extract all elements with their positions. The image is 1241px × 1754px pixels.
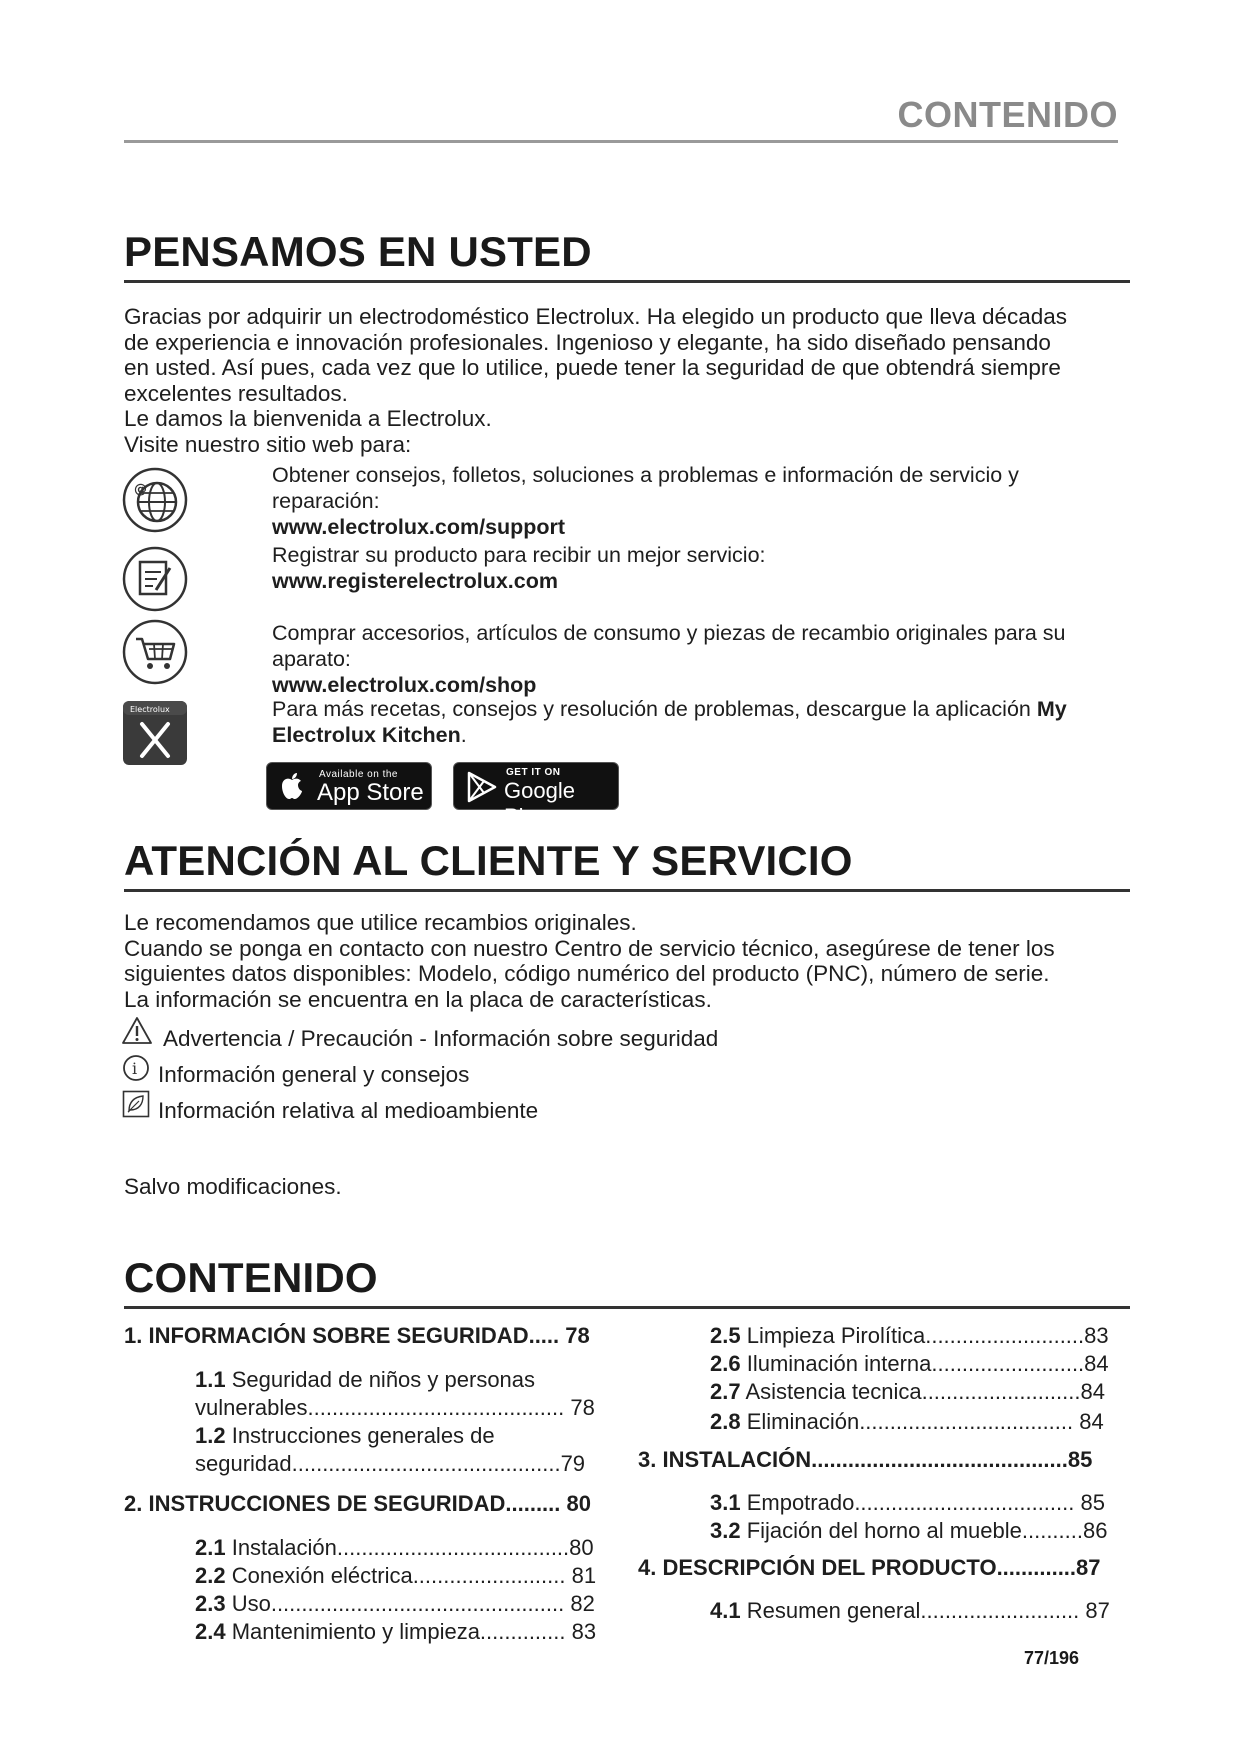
intro-line: Gracias por adquirir un electrodoméstico Electrolux. Ha elegido un producto que lleva décadas — [124, 304, 1068, 329]
toc-chapter-4[interactable]: 4. DESCRIPCIÓN DEL PRODUCTO.............87 — [638, 1555, 1101, 1580]
shop-block — [272, 620, 1132, 698]
legend-environment: Información relativa al medioambiente — [158, 1098, 539, 1123]
globe-icon — [122, 467, 188, 533]
intro-line: Le damos la bienvenida a Electrolux. — [124, 406, 492, 431]
toc-entry-2-5[interactable]: 2.5 Limpieza Pirolítica..........................83 — [710, 1323, 1109, 1348]
app-store-big-text: App Store — [317, 779, 424, 806]
register-text: Registrar su producto para recibir un mejor servicio: — [272, 543, 766, 567]
intro-line: de experiencia e innovación profesionales. Ingenioso y elegante, ha sido diseñado pensando — [124, 329, 1051, 355]
toc-entry-2-3[interactable]: 2.3 Uso................................................ 82 — [195, 1591, 595, 1616]
support-text: reparación: — [272, 489, 380, 513]
legend-info: Información general y consejos — [158, 1062, 470, 1087]
app-store-small-text: Available on the — [319, 769, 398, 780]
app-text-line1: Para más recetas, consejos y resolución de problemas, descargue la aplicación My — [272, 697, 1067, 721]
running-header: CONTENIDO — [897, 94, 1118, 135]
intro-line: excelentes resultados. — [124, 380, 348, 406]
google-play-small-text: GET IT ON — [506, 767, 561, 778]
service-line: Cuando se ponga en contacto con nuestro Centro de servicio técnico, asegúrese de tener los — [124, 935, 1055, 961]
toc-entry-2-4[interactable]: 2.4 Mantenimiento y limpieza.............. 83 — [195, 1619, 597, 1644]
google-play-big-text: Google Play — [504, 778, 575, 829]
intro-line: en usted. Así pues, cada vez que lo utilice, puede tener la seguridad de que obtendrá siempre — [124, 355, 1061, 380]
toc-entry-1-2-line1[interactable]: 1.2 Instrucciones generales de — [195, 1423, 495, 1448]
toc-entry-2-8[interactable]: 2.8 Eliminación................................... 84 — [710, 1409, 1104, 1434]
toc-chapter-1[interactable]: 1. INFORMACIÓN SOBRE SEGURIDAD..... 78 — [124, 1323, 590, 1348]
toc-entry-2-1[interactable]: 2.1 Instalación......................................80 — [195, 1535, 594, 1560]
toc-entry-2-7[interactable]: 2.7 Asistencia tecnica..........................84 — [710, 1379, 1105, 1404]
support-link[interactable]: www.electrolux.com/support — [272, 515, 566, 539]
toc-title: CONTENIDO — [124, 1254, 1130, 1309]
support-text: Obtener consejos, folletos, soluciones a problemas e información de servicio y — [272, 463, 1019, 487]
toc-entry-3-1[interactable]: 3.1 Empotrado.................................... 85 — [710, 1490, 1105, 1515]
intro-paragraph — [124, 304, 1124, 457]
toc-chapter-3[interactable]: 3. INSTALACIÓN..........................................85 — [638, 1447, 1093, 1472]
toc-entry-1-1-line2[interactable]: vulnerables.......................................... 78 — [195, 1395, 595, 1420]
warning-icon — [122, 1016, 152, 1046]
section-title-atencion: ATENCIÓN AL CLIENTE Y SERVICIO — [124, 837, 1130, 892]
shop-text: Comprar accesorios, artículos de consumo y piezas de recambio originales para su — [272, 621, 1066, 645]
toc-entry-1-1-line1[interactable]: 1.1 Seguridad de niños y personas — [195, 1367, 536, 1392]
svg-text:i: i — [132, 1059, 138, 1078]
shop-link[interactable]: www.electrolux.com/shop — [272, 673, 537, 697]
electrolux-kitchen-app-icon — [122, 700, 188, 766]
apple-icon — [279, 771, 305, 801]
info-icon — [122, 1054, 150, 1082]
shop-text: aparato: — [272, 647, 351, 671]
toc-chapter-2[interactable]: 2. INSTRUCCIONES DE SEGURIDAD......... 80 — [124, 1491, 591, 1516]
section-title-pensamos: PENSAMOS EN USTED — [124, 228, 1130, 283]
toc-entry-3-2[interactable]: 3.2 Fijación del horno al mueble..........86 — [710, 1518, 1108, 1543]
toc-entry-2-6[interactable]: 2.6 Iluminación interna.........................84 — [710, 1351, 1109, 1376]
register-block — [272, 542, 1132, 594]
support-block — [272, 462, 1132, 540]
svg-text:@: @ — [134, 482, 147, 497]
modification-note: Salvo modificaciones. — [124, 1174, 342, 1199]
service-line: La información se encuentra en la placa de características. — [124, 986, 712, 1012]
app-icon-label: Electrolux — [130, 705, 170, 714]
register-form-icon — [122, 546, 188, 612]
toc-entry-2-2[interactable]: 2.2 Conexión eléctrica......................... 81 — [195, 1563, 597, 1588]
service-paragraph — [124, 910, 1124, 1012]
legend-warning: Advertencia / Precaución - Información sobre seguridad — [163, 1026, 719, 1051]
leaf-environment-icon — [122, 1090, 150, 1118]
toc-entry-1-2-line2[interactable]: seguridad............................................79 — [195, 1451, 586, 1476]
google-play-badge[interactable] — [453, 762, 619, 829]
page-number: 77/196 — [1024, 1648, 1080, 1668]
app-text-line2: Electrolux Kitchen. — [272, 723, 467, 747]
intro-line: Visite nuestro sitio web para: — [124, 431, 412, 457]
app-block — [272, 696, 1132, 748]
header-rule — [124, 140, 1118, 143]
service-line: Le recomendamos que utilice recambios originales. — [124, 910, 637, 935]
service-line: siguientes datos disponibles: Modelo, código numérico del producto (PNC), número de serie. — [124, 961, 1050, 986]
shopping-cart-icon — [122, 619, 188, 685]
app-store-badge[interactable] — [266, 762, 432, 810]
google-play-icon — [466, 771, 498, 803]
register-link[interactable]: www.registerelectrolux.com — [272, 569, 558, 593]
toc-entry-4-1[interactable]: 4.1 Resumen general.......................... 87 — [710, 1598, 1110, 1623]
